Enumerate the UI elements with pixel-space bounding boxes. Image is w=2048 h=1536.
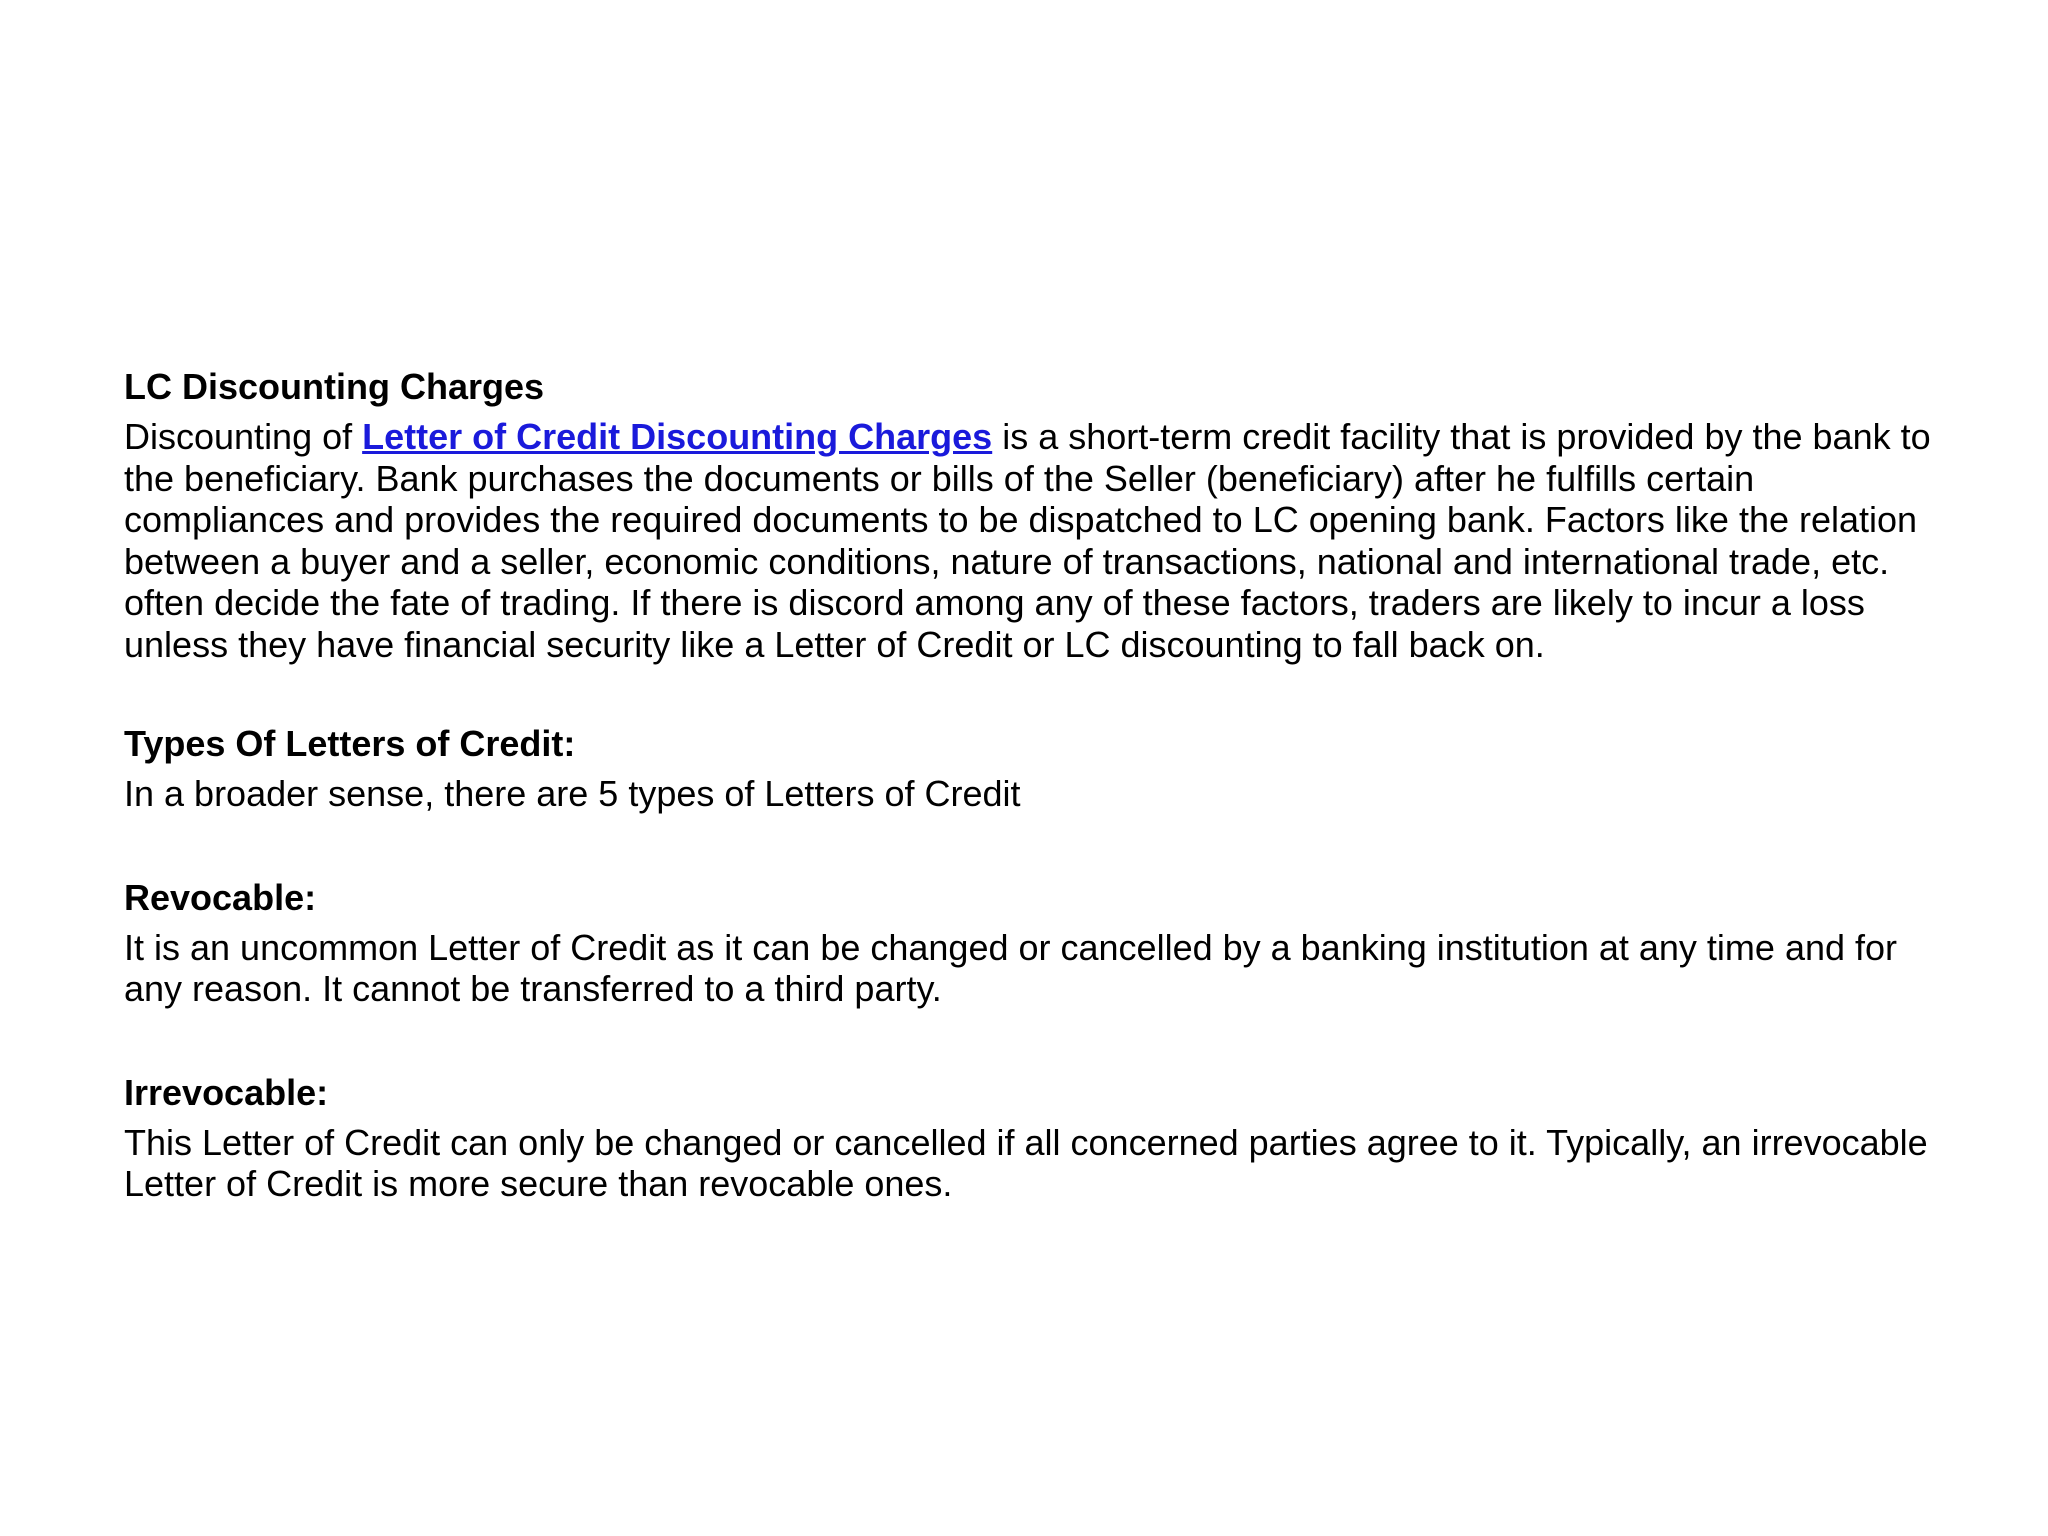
section-types bbox=[124, 723, 1944, 815]
heading-types: Types Of Letters of Credit: bbox=[124, 723, 576, 764]
paragraph-types: In a broader sense, there are 5 types of Letters of Credit bbox=[124, 773, 1021, 814]
paragraph-revocable: It is an uncommon Letter of Credit as it can be changed or cancelled by a banking institution at any time and for any reason. It cannot be transferred to a third party. bbox=[124, 926, 1898, 1009]
heading-revocable: Revocable: bbox=[124, 876, 317, 918]
paragraph-irrevocable: This Letter of Credit can only be changed or cancelled if all concerned parties agree to it. Typically, an irrevocable Letter of Credit is more secure than revocable ones. bbox=[124, 1121, 1928, 1204]
section-revocable bbox=[124, 877, 1944, 1010]
paragraph-body: is a short-term credit facility that is provided by the bank to the beneficiary. Bank purchases the documents or bills of the Seller (beneficiary) after he fulfills certain compliances and provides the required documents to be dispatched to LC opening bank. Factors like the relation between a buyer and a seller, economic conditions, nature of transactions, national and international trade, etc. often decide the fate of trading. If there is discord among any of these factors, traders are likely to incur a loss unless they have financial security like a Letter of Credit or LC discounting to fall back on. bbox=[124, 416, 1931, 665]
document-body bbox=[124, 366, 1944, 1205]
paragraph-lc-discounting bbox=[124, 416, 1944, 665]
lc-discounting-charges-link[interactable]: Letter of Credit Discounting Charges bbox=[362, 416, 993, 457]
heading-irrevocable: Irrevocable: bbox=[124, 1071, 329, 1113]
heading-lc-discounting: LC Discounting Charges bbox=[124, 366, 545, 407]
intro-prefix: Discounting of bbox=[124, 416, 363, 457]
section-lc-discounting bbox=[124, 366, 1944, 665]
section-irrevocable bbox=[124, 1072, 1944, 1205]
